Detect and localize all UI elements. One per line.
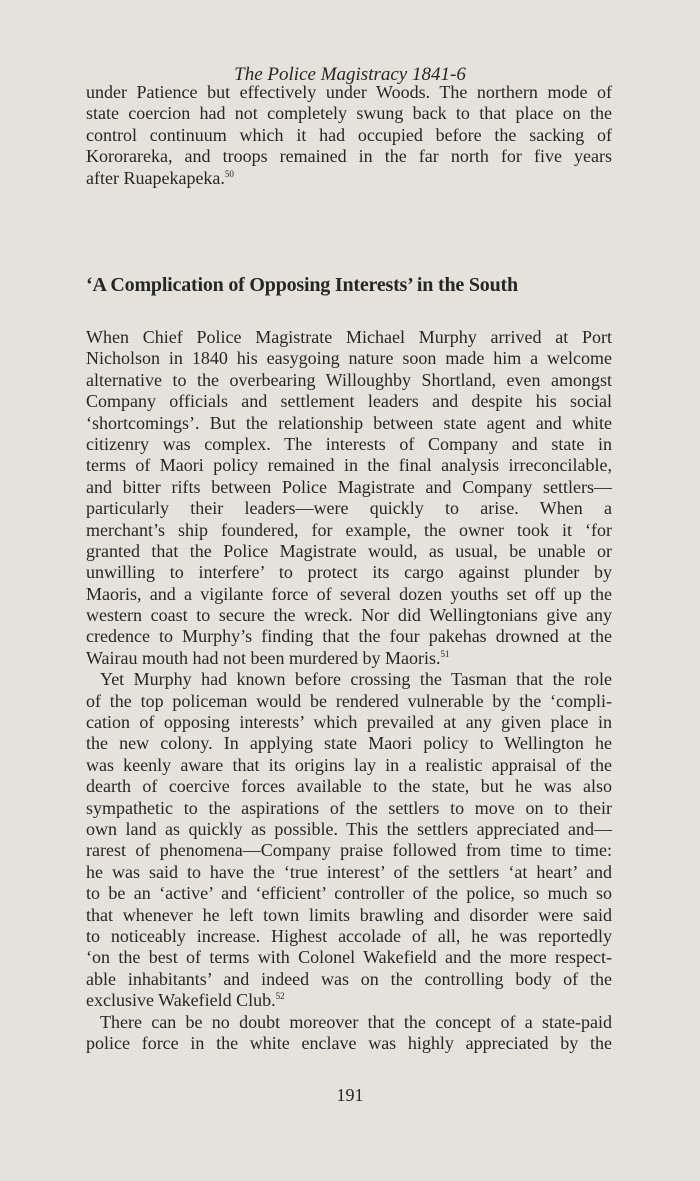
text-line [86,1033,612,1054]
text-line [86,455,612,476]
line-text: he was said to have the ‘true interest’ of the settlers ‘at heart’ and [86,861,612,882]
text-line [86,477,612,498]
text-line [86,990,612,1011]
text-line [86,969,612,990]
line-text: particularly their leaders—were quickly to arise. When a [86,498,612,519]
line-text: control continuum which it had occupied before the sacking of [86,124,612,145]
line-text: dearth of coercive forces available to the state, but he was also [86,776,612,797]
text-line [86,840,612,861]
text-line [86,498,612,519]
text-line [86,82,612,103]
line-text: exclusive Wakefield Club. [86,990,276,1011]
text-line [86,348,612,369]
text-line [86,862,612,883]
text-line [86,926,612,947]
line-text: unwilling to interfere’ to protect its cargo against plunder by [86,562,612,583]
text-line [86,562,612,583]
text-line [86,413,612,434]
text-line [86,776,612,797]
footnote-reference: 51 [440,648,450,659]
line-text: rarest of phenomena—Company praise followed from time to time: [86,840,612,861]
text-line [86,798,612,819]
line-text: own land as quickly as possible. This the settlers appreciated and— [86,818,612,839]
text-line [86,669,612,690]
text-line [86,1012,612,1033]
line-text: granted that the Police Magistrate would, as usual, be unable or [86,540,612,561]
text-line [86,712,612,733]
line-text: Wairau mouth had not been murdered by Maoris. [86,647,441,668]
line-text: cation of opposing interests’ which prevailed at any given place in [86,712,612,733]
text-line [86,648,612,669]
text-line [86,584,612,605]
text-line [86,370,612,391]
text-line [86,947,612,968]
page-number: 191 [336,1085,364,1105]
footnote-reference: 50 [224,168,234,179]
intro-paragraph [86,82,612,189]
line-text: and bitter rifts between Police Magistrate and Company settlers— [86,476,612,497]
text-line [86,755,612,776]
line-text: Company officials and settlement leaders and despite his social [86,391,612,412]
text-line [86,391,612,412]
line-text: state coercion had not completely swung back to that place on the [86,103,612,124]
line-text: after Ruapekapeka. [86,167,225,188]
text-line [86,605,612,626]
line-text: of the top policeman would be rendered vulnerable by the ‘compli- [86,690,612,711]
paragraph [86,327,612,669]
line-text: to be an ‘active’ and ‘efficient’ controller of the police, so much so [86,883,612,904]
line-text: the new colony. In applying state Maori policy to Wellington he [86,733,612,754]
line-text: terms of Maori policy remained in the final analysis irreconcilable, [86,455,612,476]
line-text: Yet Murphy had known before crossing the Tasman that the role [100,669,612,690]
line-text: There can be no doubt moreover that the concept of a state-paid [100,1011,612,1032]
section-heading: ‘A Complication of Opposing Interests’ in the South [86,274,518,296]
text-line [86,434,612,455]
line-text: that whenever he left town limits brawling and disorder were said [86,904,612,925]
paragraph [86,669,612,1011]
text-line [86,168,612,189]
line-text: sympathetic to the aspirations of the settlers to move on to their [86,797,612,818]
line-text: merchant’s ship foundered, for example, the owner took it ‘for [86,519,612,540]
line-text: police force in the white enclave was highly appreciated by the [86,1032,612,1053]
line-text: When Chief Police Magistrate Michael Murphy arrived at Port [86,327,612,347]
line-text: to noticeably increase. Highest accolade of all, he was reportedly [86,925,612,946]
text-line [86,327,612,348]
text-line [86,103,612,124]
line-text: Kororareka, and troops remained in the far north for five years [86,146,612,167]
body-text [86,327,612,1054]
line-text: was keenly aware that its origins lay in a realistic appraisal of the [86,754,612,775]
line-text: alternative to the overbearing Willoughby Shortland, even amongst [86,369,612,390]
line-text: citizenry was complex. The interests of Company and state in [86,433,612,454]
text-line [86,905,612,926]
line-text: ‘on the best of terms with Colonel Wakefield and the more respect- [86,947,612,968]
text-line [86,733,612,754]
line-text: Maoris, and a vigilante force of several dozen youths set off up the [86,583,612,604]
text-line [86,883,612,904]
line-text: western coast to secure the wreck. Nor did Wellingtonians give any [86,605,612,626]
text-line [86,520,612,541]
text-line [86,691,612,712]
line-text: under Patience but effectively under Woods. The northern mode of [86,82,612,102]
paragraph [86,1012,612,1055]
line-text: credence to Murphy’s finding that the four pakehas drowned at the [86,626,612,647]
text-line [86,819,612,840]
running-head: The Police Magistracy 1841-6 [234,64,466,85]
text-line [86,626,612,647]
text-line [86,541,612,562]
footnote-reference: 52 [275,991,285,1002]
text-line [86,146,612,167]
text-line [86,125,612,146]
line-text: able inhabitants’ and indeed was on the controlling body of the [86,968,612,989]
line-text: Nicholson in 1840 his easygoing nature soon made him a welcome [86,348,612,369]
line-text: ‘shortcomings’. But the relationship between state agent and white [86,412,612,433]
